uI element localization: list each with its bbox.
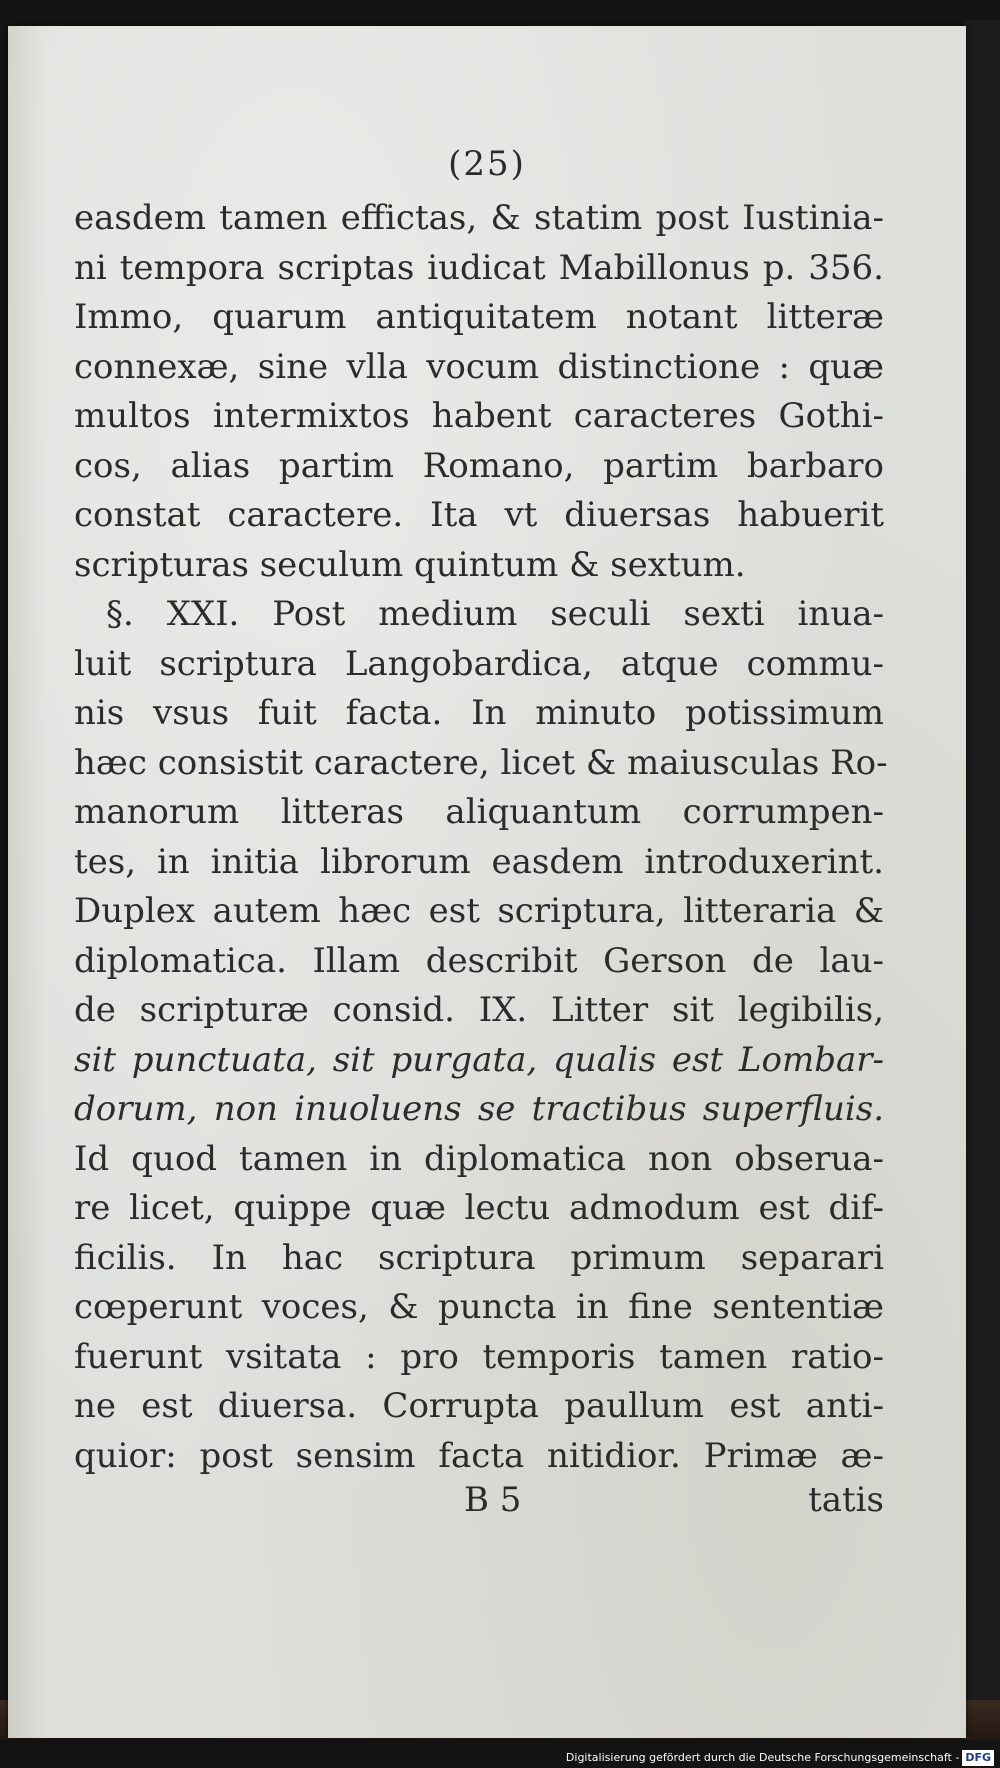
body-text bbox=[74, 194, 888, 1481]
text-line: multos intermixtos habent caracteres Gothi- bbox=[74, 396, 884, 436]
book-page bbox=[8, 26, 966, 1738]
text-line-italic: sit punctuata, sit purgata, qualis est Lombar- bbox=[74, 1039, 884, 1080]
text-line: easdem tamen effictas, & statim post Iustinia- bbox=[74, 198, 884, 238]
text-line: cos, alias partim Romano, partim barbaro bbox=[74, 445, 884, 486]
book-edge-right bbox=[964, 20, 1000, 1740]
page-number-header: (25) bbox=[448, 144, 526, 184]
text-line: ne est diuersa. Corrupta paullum est anti- bbox=[74, 1386, 884, 1426]
text-line: fuerunt vsitata : pro temporis tamen ratio- bbox=[74, 1336, 884, 1377]
text-line: nis vsus fuit facta. In minuto potissimum bbox=[74, 693, 884, 733]
text-line: re licet, quippe quæ lectu admodum est dif- bbox=[74, 1188, 884, 1228]
text-line: manorum litteras aliquantum corrumpen- bbox=[74, 792, 884, 832]
text-line: tes, in initia librorum easdem introduxerint. bbox=[74, 841, 884, 882]
text-line: Immo, quarum antiquitatem notant litteræ bbox=[74, 297, 884, 337]
text-line: Id quod tamen in diplomatica non obseruа- bbox=[74, 1138, 884, 1179]
text-line: de scripturæ consid. IX. Litter sit legibilis, bbox=[74, 990, 884, 1030]
catchword: tatis bbox=[808, 1480, 884, 1520]
text-line: connexæ, sine vlla vocum distinctione : quæ bbox=[74, 346, 884, 387]
text-line: constat caractere. Ita vt diuersas habuerit bbox=[74, 495, 884, 535]
text-line: quior: post sensim facta nitidior. Primæ æ- bbox=[74, 1435, 884, 1476]
text-line: luit scriptura Langobardica, atque commu- bbox=[74, 643, 884, 684]
text-line: cœperunt voces, & puncta in fine sententiæ bbox=[74, 1287, 884, 1327]
text-line: diplomatica. Illam describit Gerson de lau- bbox=[74, 940, 884, 981]
digitization-credit bbox=[0, 1750, 994, 1766]
text-line: Duplex autem hæc est scriptura, litteraria & bbox=[74, 891, 884, 931]
text-line: ficilis. In hac scriptura primum separari bbox=[74, 1237, 884, 1278]
dfg-logo: DFG bbox=[962, 1750, 994, 1766]
page-footer bbox=[74, 1480, 884, 1530]
text-line: hæc consistit caractere, licet & maiusculas Ro- bbox=[74, 742, 888, 783]
signature-mark: B 5 bbox=[464, 1480, 522, 1520]
text-line: ni tempora scriptas iudicat Mabillonus p. 356. bbox=[74, 247, 884, 288]
text-line: scripturas seculum quintum & sextum. bbox=[74, 544, 746, 585]
text-line: §. XXI. Post medium seculi sexti inua- bbox=[106, 594, 884, 634]
credit-text: Digitalisierung gefördert durch die Deutsche Forschungsgemeinschaft - bbox=[565, 1751, 960, 1764]
text-line-italic: dorum, non inuoluens se tractibus superfluis. bbox=[74, 1089, 884, 1129]
